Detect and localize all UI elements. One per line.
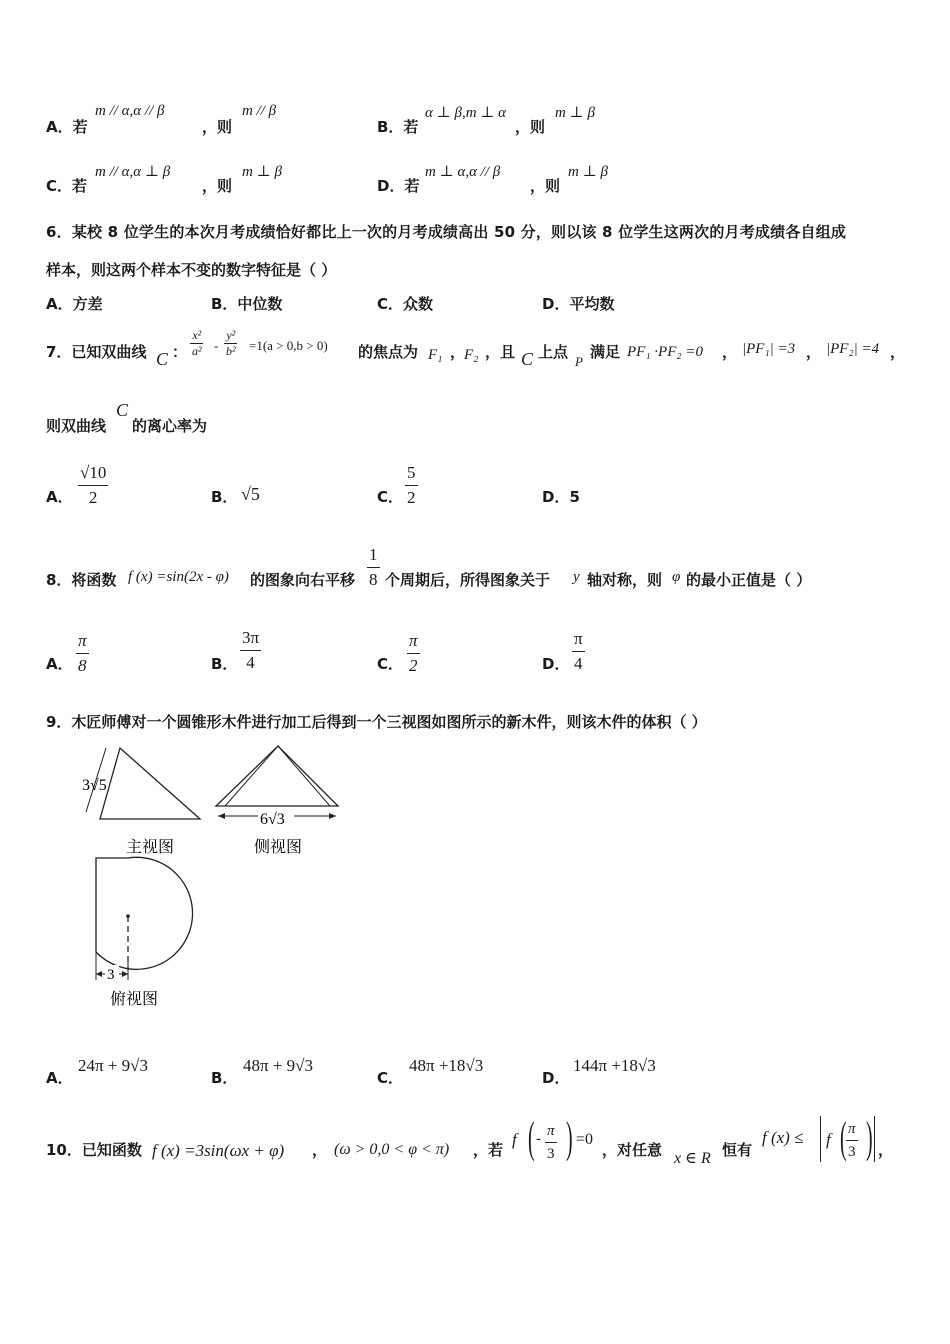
q8-option-c-label: C．	[377, 655, 404, 673]
q5-option-d-then: ，则	[530, 177, 561, 195]
q10-ineq-fraction	[846, 1118, 858, 1163]
q8-period-text: 个周期后，所得图象关于	[385, 571, 551, 589]
q7-focus-text: 的焦点为	[358, 343, 419, 361]
q7-fraction-x	[190, 328, 204, 359]
q8-option-d-numerator: π	[572, 627, 585, 652]
q7-option-a-denominator: 2	[88, 488, 98, 507]
side-view-dimension: 6√3	[260, 811, 285, 828]
q7-x-denominator: a²	[192, 344, 202, 358]
q5-option-a-then: ，则	[202, 118, 233, 136]
q10-abs-right-bar	[874, 1116, 875, 1162]
q8-option-c-fraction	[407, 629, 420, 678]
q8-shift-text: 的图象向右平移	[250, 571, 356, 589]
q6-option-b: B．中位数	[211, 295, 283, 313]
q7-colon: ：	[172, 343, 188, 361]
q5-option-c-condition: m // α,α ⊥ β	[95, 164, 171, 180]
q7-line2-start: 则双曲线	[46, 417, 107, 435]
q10-cond-left-paren: (	[528, 1113, 535, 1162]
q7-option-c-label: C．	[377, 488, 404, 506]
q10-ineq-f: f	[826, 1130, 831, 1149]
q5-option-a-label: A．若	[46, 118, 88, 136]
q7-var-c: C	[156, 349, 169, 369]
q6-option-c: C．众数	[377, 295, 434, 313]
side-view-arrow-right	[329, 813, 336, 819]
top-view-arrow-left	[96, 971, 102, 977]
q5-option-b-condition: α ⊥ β,m ⊥ α	[425, 105, 507, 121]
top-view-arrow-right	[122, 971, 128, 977]
q10-x-in-r: x ∈ R	[674, 1150, 711, 1167]
q10-ineq-left-paren: (	[840, 1113, 847, 1162]
q5-option-d-label: D．若	[377, 177, 420, 195]
q9-option-d-label: D．	[542, 1069, 570, 1087]
q7-point-p: P	[575, 354, 583, 369]
q7-fraction-y	[224, 328, 238, 359]
q10-comma: ，	[312, 1141, 328, 1159]
q9-stem: 9．木匠师傅对一个圆锥形木件进行加工后得到一个三视图如图所示的新木件，则该木件的体积（ ）	[46, 713, 707, 731]
front-view-dimension: 3√5	[82, 777, 107, 794]
side-view	[216, 746, 338, 856]
side-view-inner-right-edge	[278, 746, 330, 806]
top-view-outline	[96, 857, 193, 969]
q5-option-c-then: ，则	[202, 177, 233, 195]
front-view	[82, 748, 200, 856]
q6-option-a: A．方差	[46, 295, 103, 313]
q8-option-b-label: B．	[211, 655, 238, 673]
q7-stem-start: 7．已知双曲线	[46, 343, 147, 361]
q7-option-d: D．5	[542, 488, 580, 506]
q8-function: f (x) =sin(2x - φ)	[128, 569, 229, 585]
q10-stem-start: 10．已知函数	[46, 1141, 142, 1159]
q7-option-c-denominator: 2	[407, 488, 416, 507]
q7-f1: F₁	[428, 347, 443, 363]
q7-minus: -	[214, 338, 219, 353]
q10-ineq-right-paren: )	[866, 1113, 873, 1162]
q9-option-b-label: B．	[211, 1069, 238, 1087]
q7-and: ，且	[485, 343, 516, 361]
side-view-arrow-left	[218, 813, 225, 819]
q10-ineq-denominator: 3	[848, 1144, 856, 1160]
q5-option-d-condition: m ⊥ α,α // β	[425, 164, 501, 180]
q5-option-a-condition: m // α,α // β	[95, 103, 165, 119]
q8-option-c-denominator: 2	[409, 656, 418, 675]
q5-option-b-then: ，则	[515, 118, 546, 136]
q8-option-c-numerator: π	[407, 629, 420, 654]
q9-option-b-value: 48π + 9√3	[243, 1056, 314, 1075]
q7-f2: F₂	[464, 347, 479, 363]
q7-option-c-numerator: 5	[405, 461, 418, 486]
front-view-triangle	[100, 748, 200, 819]
q7-eccentricity: 的离心率为	[132, 417, 208, 435]
q7-y-numerator: y²	[226, 328, 236, 342]
q10-parameter-range: (ω > 0,0 < φ < π)	[334, 1141, 450, 1158]
q9-option-a-value: 24π + 9√3	[78, 1056, 149, 1075]
q10-cond-equals: =0	[576, 1131, 594, 1148]
q5-option-a-conclusion: m // β	[242, 103, 277, 119]
q7-comma2: ，	[722, 343, 738, 361]
q8-option-a-denominator: 8	[78, 656, 87, 675]
q5-option-d-conclusion: m ⊥ β	[568, 164, 608, 180]
q8-stem-start: 8．将函数	[46, 571, 117, 589]
q9-option-d-value: 144π +18√3	[573, 1056, 656, 1075]
q7-option-b-label: B．	[211, 488, 238, 506]
q10-ineq-numerator: π	[846, 1118, 858, 1141]
q8-fraction-numerator: 1	[367, 543, 380, 568]
q7-point-on: 上点	[538, 343, 569, 361]
top-view	[86, 852, 196, 1012]
q6-stem-line2: 样本，则这两个样本不变的数字特征是（ ）	[46, 261, 337, 279]
q8-option-b-denominator: 4	[246, 653, 255, 672]
q10-if: ，若	[473, 1141, 504, 1159]
q5-option-b-conclusion: m ⊥ β	[555, 105, 595, 121]
q10-inequality-left: f (x) ≤	[762, 1128, 804, 1147]
q7-option-a-numerator: √10	[78, 461, 108, 486]
q7-pf2-abs: |PF₂| =4	[826, 341, 880, 357]
q7-satisfy: 满足	[590, 343, 621, 361]
side-view-label: 侧视图	[254, 837, 303, 856]
q10-for-any: ，对任意	[602, 1141, 663, 1159]
side-view-outer-triangle	[216, 746, 338, 806]
q10-cond-right-paren: )	[566, 1113, 573, 1162]
q8-y-axis-var: y	[573, 569, 580, 585]
q7-condition: =1(a > 0,b > 0)	[249, 338, 328, 353]
q10-end-comma: ，	[878, 1141, 894, 1159]
q7-option-b-value: √5	[241, 484, 260, 504]
q7-var-c3: C	[116, 400, 129, 420]
q5-option-c-label: C．若	[46, 177, 88, 195]
q8-option-d-fraction	[572, 627, 585, 676]
q7-option-a-fraction	[78, 461, 108, 510]
q6-stem-line1: 6．某校 8 位学生的本次月考成绩恰好都比上一次的月考成绩高出 50 分，则以该 8 位学生这两次的月考成绩各自组成	[46, 223, 847, 241]
q8-option-d-denominator: 4	[574, 654, 583, 673]
q8-period-fraction	[367, 543, 380, 592]
q8-option-b-numerator: 3π	[240, 626, 261, 651]
q10-cond-numerator: π	[545, 1120, 557, 1143]
q8-option-a-fraction	[76, 629, 89, 678]
q7-y-denominator: b²	[226, 344, 236, 358]
q7-option-a-label: A．	[46, 488, 73, 506]
front-and-side-views	[78, 740, 348, 870]
q10-cond-denominator: 3	[547, 1146, 555, 1162]
q7-pf1-abs: |PF₁| =3	[742, 341, 796, 357]
side-view-inner-left-edge	[225, 746, 278, 806]
q10-always: 恒有	[722, 1141, 753, 1159]
q8-phi: φ	[672, 569, 681, 585]
q10-cond-minus: -	[536, 1131, 541, 1147]
q6-option-d: D．平均数	[542, 295, 615, 313]
q9-option-a-label: A．	[46, 1069, 73, 1087]
top-view-dimension: 3	[107, 967, 115, 983]
front-view-label: 主视图	[126, 837, 175, 856]
q8-question-end: 的最小正值是（ ）	[686, 571, 812, 589]
q8-symmetry-text: 轴对称，则	[587, 571, 663, 589]
q7-dot-product: PF₁ ·PF₂ =0	[627, 344, 703, 360]
q7-option-c-fraction	[405, 461, 418, 510]
q5-option-b-label: B．若	[377, 118, 419, 136]
q9-option-c-label: C．	[377, 1069, 404, 1087]
q8-option-a-numerator: π	[76, 629, 89, 654]
q7-var-c2: C	[521, 349, 534, 369]
q8-option-a-label: A．	[46, 655, 73, 673]
q8-fraction-denominator: 8	[369, 570, 378, 589]
q7-x-numerator: x²	[192, 328, 202, 342]
q10-cond-fraction	[545, 1120, 557, 1165]
q10-abs-left-bar	[820, 1116, 821, 1162]
q7-comma4: ，	[890, 343, 906, 361]
q9-option-c-value: 48π +18√3	[409, 1056, 484, 1075]
q10-cond-f: f	[512, 1130, 517, 1149]
top-view-center-dot	[126, 914, 130, 918]
q8-option-d-label: D．	[542, 655, 570, 673]
top-view-label: 俯视图	[110, 989, 159, 1008]
q5-option-c-conclusion: m ⊥ β	[242, 164, 282, 180]
q7-comma3: ，	[806, 343, 822, 361]
q8-option-b-fraction	[240, 626, 261, 675]
q7-comma: ，	[450, 343, 466, 361]
q10-function: f (x) =3sin(ωx + φ)	[152, 1141, 285, 1160]
